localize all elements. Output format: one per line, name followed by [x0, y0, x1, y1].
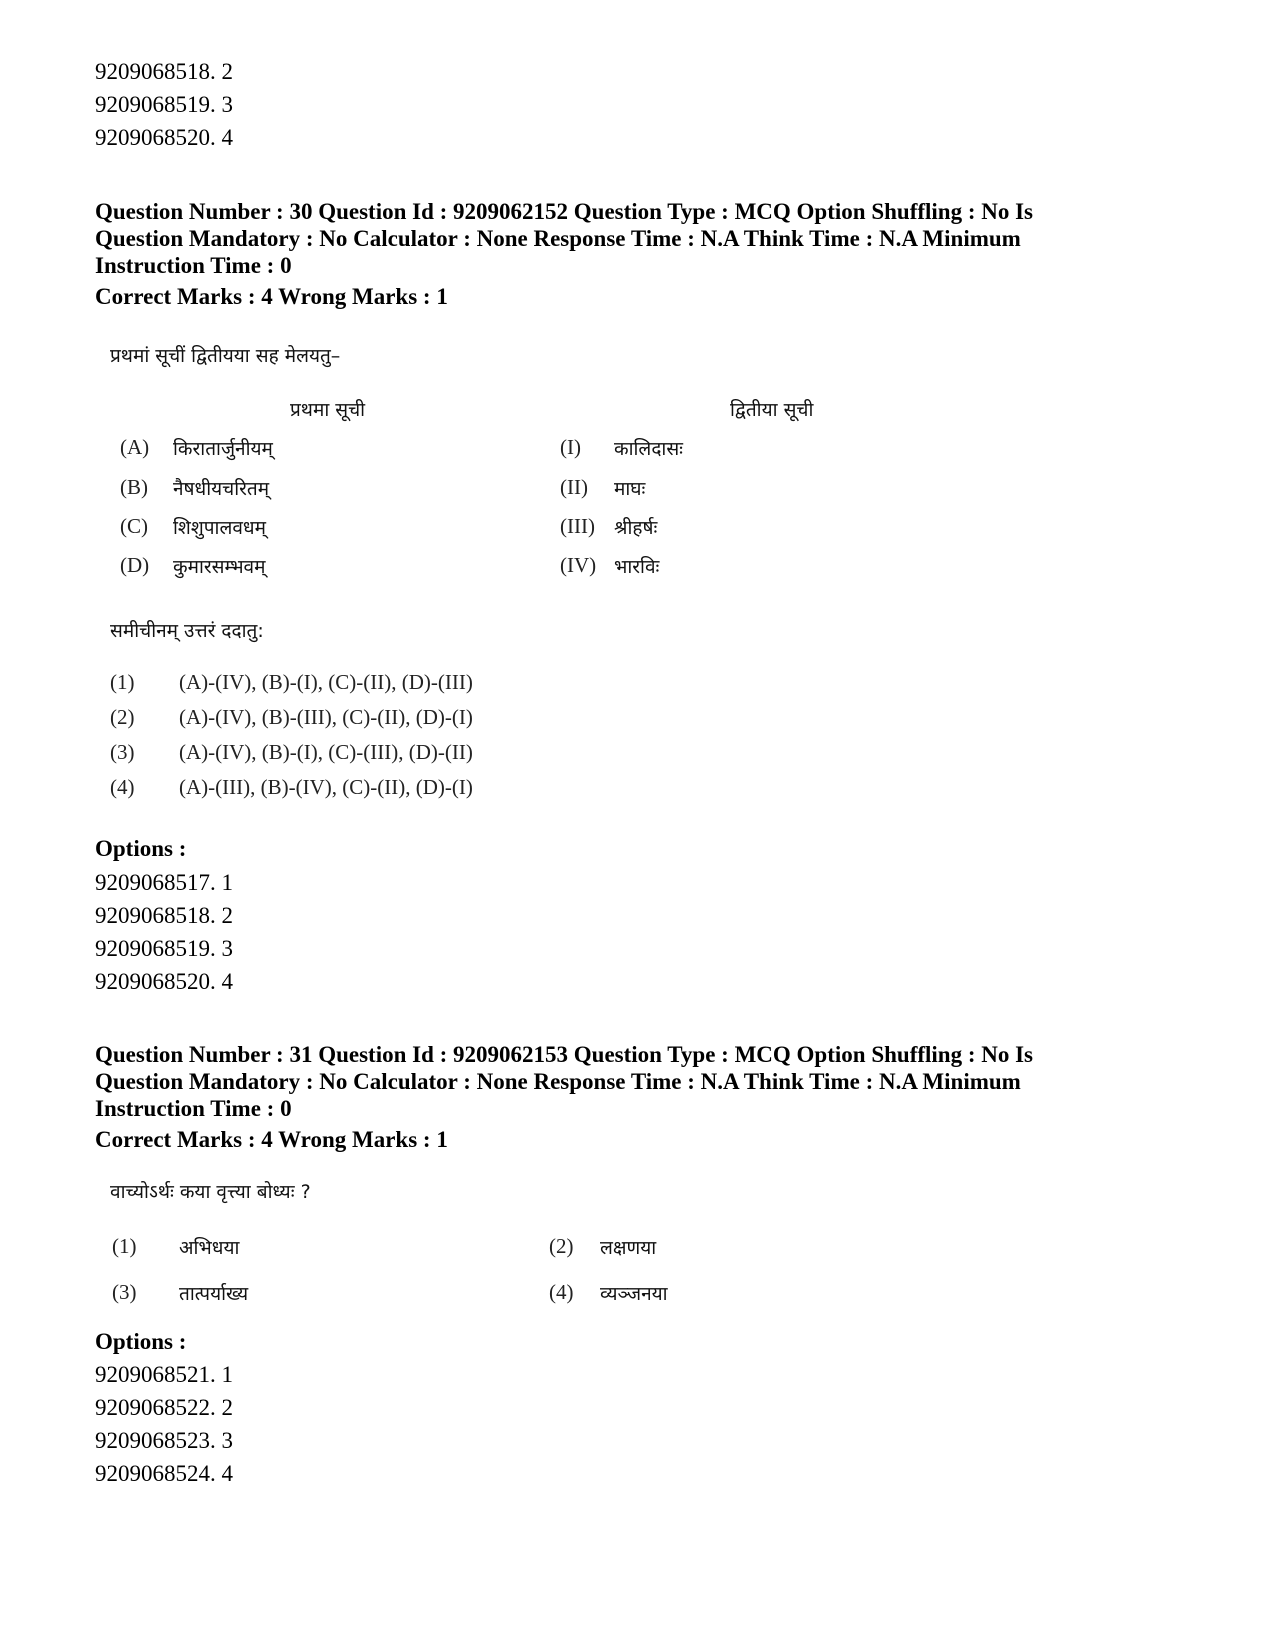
q31-marks: Correct Marks : 4 Wrong Marks : 1	[95, 1127, 448, 1152]
list2-item: भारविः	[614, 556, 660, 578]
top-option-list	[95, 55, 233, 154]
choice-text: (A)-(IV), (B)-(I), (C)-(II), (D)-(III)	[179, 670, 473, 694]
choice-text: अभिधया	[179, 1237, 240, 1259]
option-line: 9209068518. 2	[95, 59, 233, 84]
list1-item: नैषधीयचरितम्	[173, 478, 270, 500]
q30-list1-title: प्रथमा सूची	[290, 399, 366, 421]
option-line: 9209068520. 4	[95, 125, 233, 150]
q31-options-label: Options :	[95, 1329, 187, 1354]
q30-header-line: Instruction Time : 0	[95, 253, 292, 278]
choice-number: (4)	[549, 1280, 574, 1304]
q30-option-list	[95, 866, 233, 998]
option-line: 9209068520. 4	[95, 969, 233, 994]
list1-item: किरातार्जुनीयम्	[173, 438, 273, 460]
choice-number: (4)	[110, 775, 135, 799]
option-line: 9209068524. 4	[95, 1461, 233, 1486]
list1-label: (D)	[120, 553, 150, 577]
option-line: 9209068522. 2	[95, 1395, 233, 1420]
q30-prompt: प्रथमां सूचीं द्वितीयया सह मेलयतु–	[110, 345, 341, 367]
list2-label: (III)	[560, 514, 595, 538]
list1-item: कुमारसम्भवम्	[173, 556, 266, 578]
list1-label: (A)	[120, 435, 150, 459]
choice-text: लक्षणया	[600, 1237, 657, 1259]
option-line: 9209068519. 3	[95, 92, 233, 117]
list2-label: (II)	[560, 475, 588, 499]
list2-label: (I)	[560, 435, 581, 459]
q30-header-line: Question Mandatory : No Calculator : None Response Time : N.A Think Time : N.A Minimum	[95, 226, 1021, 251]
list2-label: (IV)	[560, 553, 597, 577]
list2-item: श्रीहर्षः	[614, 517, 658, 539]
q30-list2-title: द्वितीया सूची	[730, 399, 814, 421]
q31-header-line: Instruction Time : 0	[95, 1096, 292, 1121]
option-line: 9209068519. 3	[95, 936, 233, 961]
choice-number: (3)	[112, 1280, 137, 1304]
choice-text: तात्पर्याख्य	[179, 1283, 249, 1305]
q30-header-line: Question Number : 30 Question Id : 9209062152 Question Type : MCQ Option Shuffling : No Is	[95, 199, 1034, 224]
choice-number: (3)	[110, 740, 135, 764]
option-line: 9209068521. 1	[95, 1362, 233, 1387]
q31-prompt: वाच्योऽर्थः कया वृत्त्या बोध्यः ?	[110, 1181, 311, 1203]
option-line: 9209068518. 2	[95, 903, 233, 928]
option-line: 9209068517. 1	[95, 870, 233, 895]
list2-item: कालिदासः	[614, 438, 684, 460]
q31-header-line: Question Number : 31 Question Id : 9209062153 Question Type : MCQ Option Shuffling : No Is	[95, 1042, 1034, 1067]
choice-text: (A)-(IV), (B)-(III), (C)-(II), (D)-(I)	[179, 705, 473, 729]
choice-text: (A)-(IV), (B)-(I), (C)-(III), (D)-(II)	[179, 740, 473, 764]
q31-option-list	[95, 1358, 233, 1490]
choice-number: (2)	[549, 1234, 574, 1258]
choice-number: (1)	[112, 1234, 137, 1258]
choice-text: व्यञ्जनया	[600, 1283, 668, 1305]
q30-answer-prompt: समीचीनम् उत्तरं ददातु:	[110, 620, 264, 642]
choice-number: (2)	[110, 705, 135, 729]
q31-header-line: Question Mandatory : No Calculator : None Response Time : N.A Think Time : N.A Minimum	[95, 1069, 1021, 1094]
q31-header	[95, 1041, 1033, 1122]
list2-item: माघः	[614, 478, 646, 500]
q30-marks: Correct Marks : 4 Wrong Marks : 1	[95, 284, 448, 309]
option-line: 9209068523. 3	[95, 1428, 233, 1453]
list1-label: (C)	[120, 514, 148, 538]
list1-item: शिशुपालवधम्	[173, 517, 266, 539]
choice-text: (A)-(III), (B)-(IV), (C)-(II), (D)-(I)	[179, 775, 473, 799]
q30-header	[95, 198, 1033, 279]
list1-label: (B)	[120, 475, 148, 499]
q30-options-label: Options :	[95, 836, 187, 861]
choice-number: (1)	[110, 670, 135, 694]
